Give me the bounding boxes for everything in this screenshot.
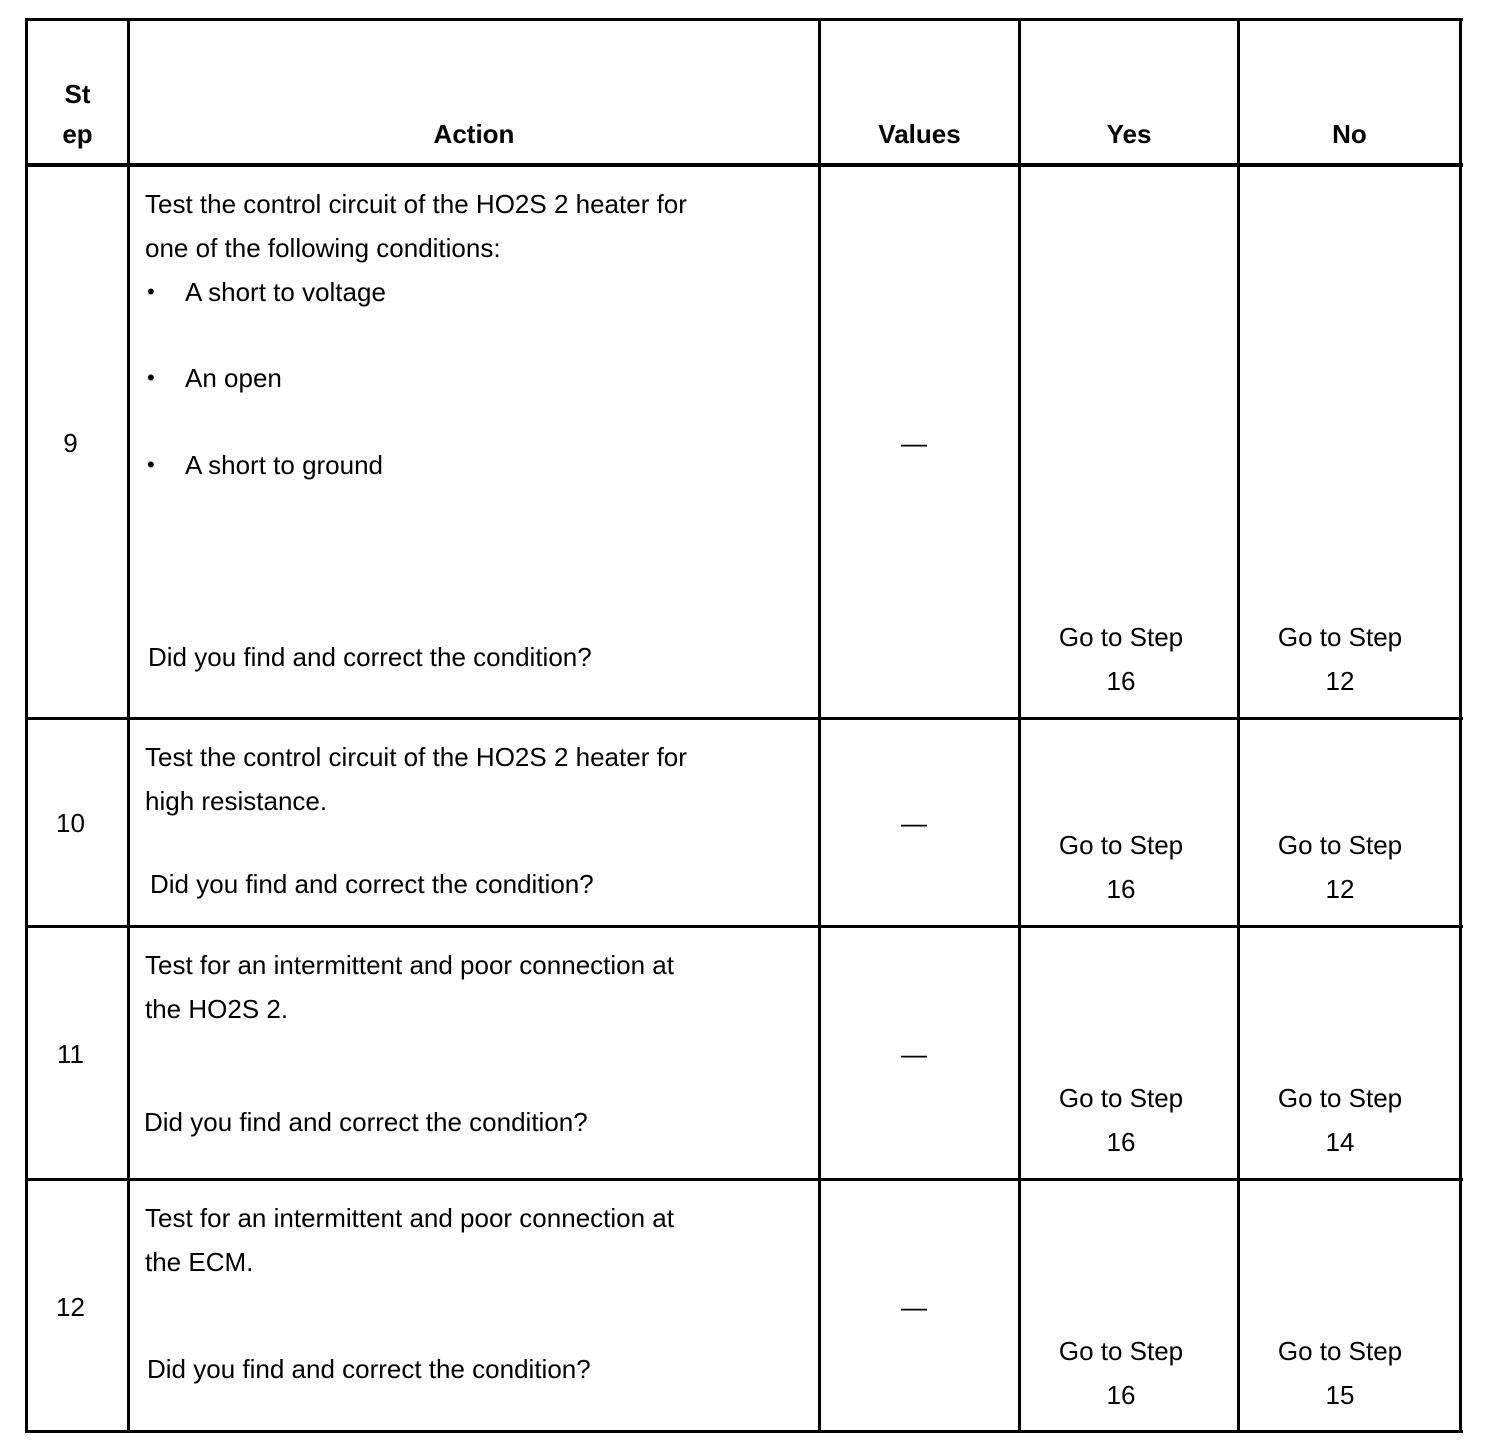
bullet-text: A short to voltage bbox=[185, 277, 386, 307]
question-text: Did you find and correct the condition? bbox=[148, 642, 592, 672]
header-step-line: St bbox=[64, 79, 91, 109]
action-text: one of the following conditions: bbox=[145, 233, 501, 263]
go-to-step-label: Go to Step bbox=[1277, 622, 1403, 652]
value-dash: — bbox=[901, 1292, 927, 1322]
go-to-step-label: Go to Step bbox=[1058, 622, 1184, 652]
column-divider bbox=[818, 18, 821, 1433]
column-divider bbox=[127, 18, 130, 1433]
no-go-to-step bbox=[1240, 823, 1440, 911]
header-no: No bbox=[1332, 119, 1367, 149]
header-yes: Yes bbox=[1106, 119, 1152, 149]
no-go-to-step bbox=[1240, 1076, 1440, 1164]
go-to-step-number: 12 bbox=[1325, 874, 1355, 904]
go-to-step-label: Go to Step bbox=[1058, 830, 1184, 860]
step-number: 12 bbox=[56, 1292, 85, 1322]
column-divider bbox=[1018, 18, 1021, 1433]
go-to-step-label: Go to Step bbox=[1058, 1336, 1184, 1366]
action-text: high resistance. bbox=[145, 786, 328, 816]
header-values: Values bbox=[878, 119, 961, 149]
go-to-step-number: 16 bbox=[1106, 666, 1136, 696]
action-text: Test the control circuit of the HO2S 2 heater for bbox=[145, 189, 687, 219]
bullet-icon: • bbox=[147, 365, 155, 390]
action-text: Test for an intermittent and poor connection at bbox=[145, 1203, 674, 1233]
bullet-text: An open bbox=[185, 363, 282, 393]
step-number: 11 bbox=[57, 1039, 84, 1069]
action-text: Test for an intermittent and poor connection at bbox=[145, 950, 674, 980]
go-to-step-label: Go to Step bbox=[1277, 1083, 1403, 1113]
go-to-step-number: 16 bbox=[1106, 874, 1136, 904]
table-border-bottom bbox=[25, 1430, 1463, 1433]
row-divider bbox=[25, 717, 1463, 720]
go-to-step-number: 16 bbox=[1106, 1380, 1136, 1410]
question-text: Did you find and correct the condition? bbox=[144, 1107, 588, 1137]
go-to-step-label: Go to Step bbox=[1058, 1083, 1184, 1113]
table-border-left bbox=[25, 18, 28, 1433]
value-dash: — bbox=[901, 808, 927, 838]
action-text: the HO2S 2. bbox=[145, 994, 289, 1024]
header-step-line: ep bbox=[62, 119, 93, 149]
yes-go-to-step bbox=[1021, 823, 1221, 911]
no-go-to-step bbox=[1240, 615, 1440, 703]
header-divider bbox=[25, 163, 1463, 167]
step-number: 10 bbox=[56, 808, 85, 838]
row-divider bbox=[25, 1178, 1463, 1181]
action-text: Test the control circuit of the HO2S 2 heater for bbox=[145, 742, 687, 772]
row-divider bbox=[25, 925, 1463, 928]
step-number: 9 bbox=[63, 428, 78, 458]
table-border-right bbox=[1459, 18, 1462, 1433]
bullet-icon: • bbox=[147, 452, 155, 477]
go-to-step-label: Go to Step bbox=[1277, 1336, 1403, 1366]
value-dash: — bbox=[901, 1039, 927, 1069]
question-text: Did you find and correct the condition? bbox=[150, 869, 594, 899]
yes-go-to-step bbox=[1021, 1329, 1221, 1417]
header-action: Action bbox=[433, 119, 515, 149]
column-divider bbox=[1237, 18, 1240, 1433]
diagnostic-table bbox=[25, 18, 1463, 1434]
no-go-to-step bbox=[1240, 1329, 1440, 1417]
go-to-step-label: Go to Step bbox=[1277, 830, 1403, 860]
go-to-step-number: 16 bbox=[1106, 1127, 1136, 1157]
bullet-icon: • bbox=[147, 279, 155, 304]
question-text: Did you find and correct the condition? bbox=[147, 1354, 591, 1384]
go-to-step-number: 15 bbox=[1325, 1380, 1355, 1410]
yes-go-to-step bbox=[1021, 1076, 1221, 1164]
table-border-top bbox=[25, 18, 1463, 21]
value-dash: — bbox=[901, 428, 927, 458]
bullet-text: A short to ground bbox=[185, 450, 384, 480]
header-step bbox=[28, 74, 127, 154]
go-to-step-number: 14 bbox=[1325, 1127, 1355, 1157]
action-text: the ECM. bbox=[145, 1247, 254, 1277]
go-to-step-number: 12 bbox=[1325, 666, 1355, 696]
yes-go-to-step bbox=[1021, 615, 1221, 703]
